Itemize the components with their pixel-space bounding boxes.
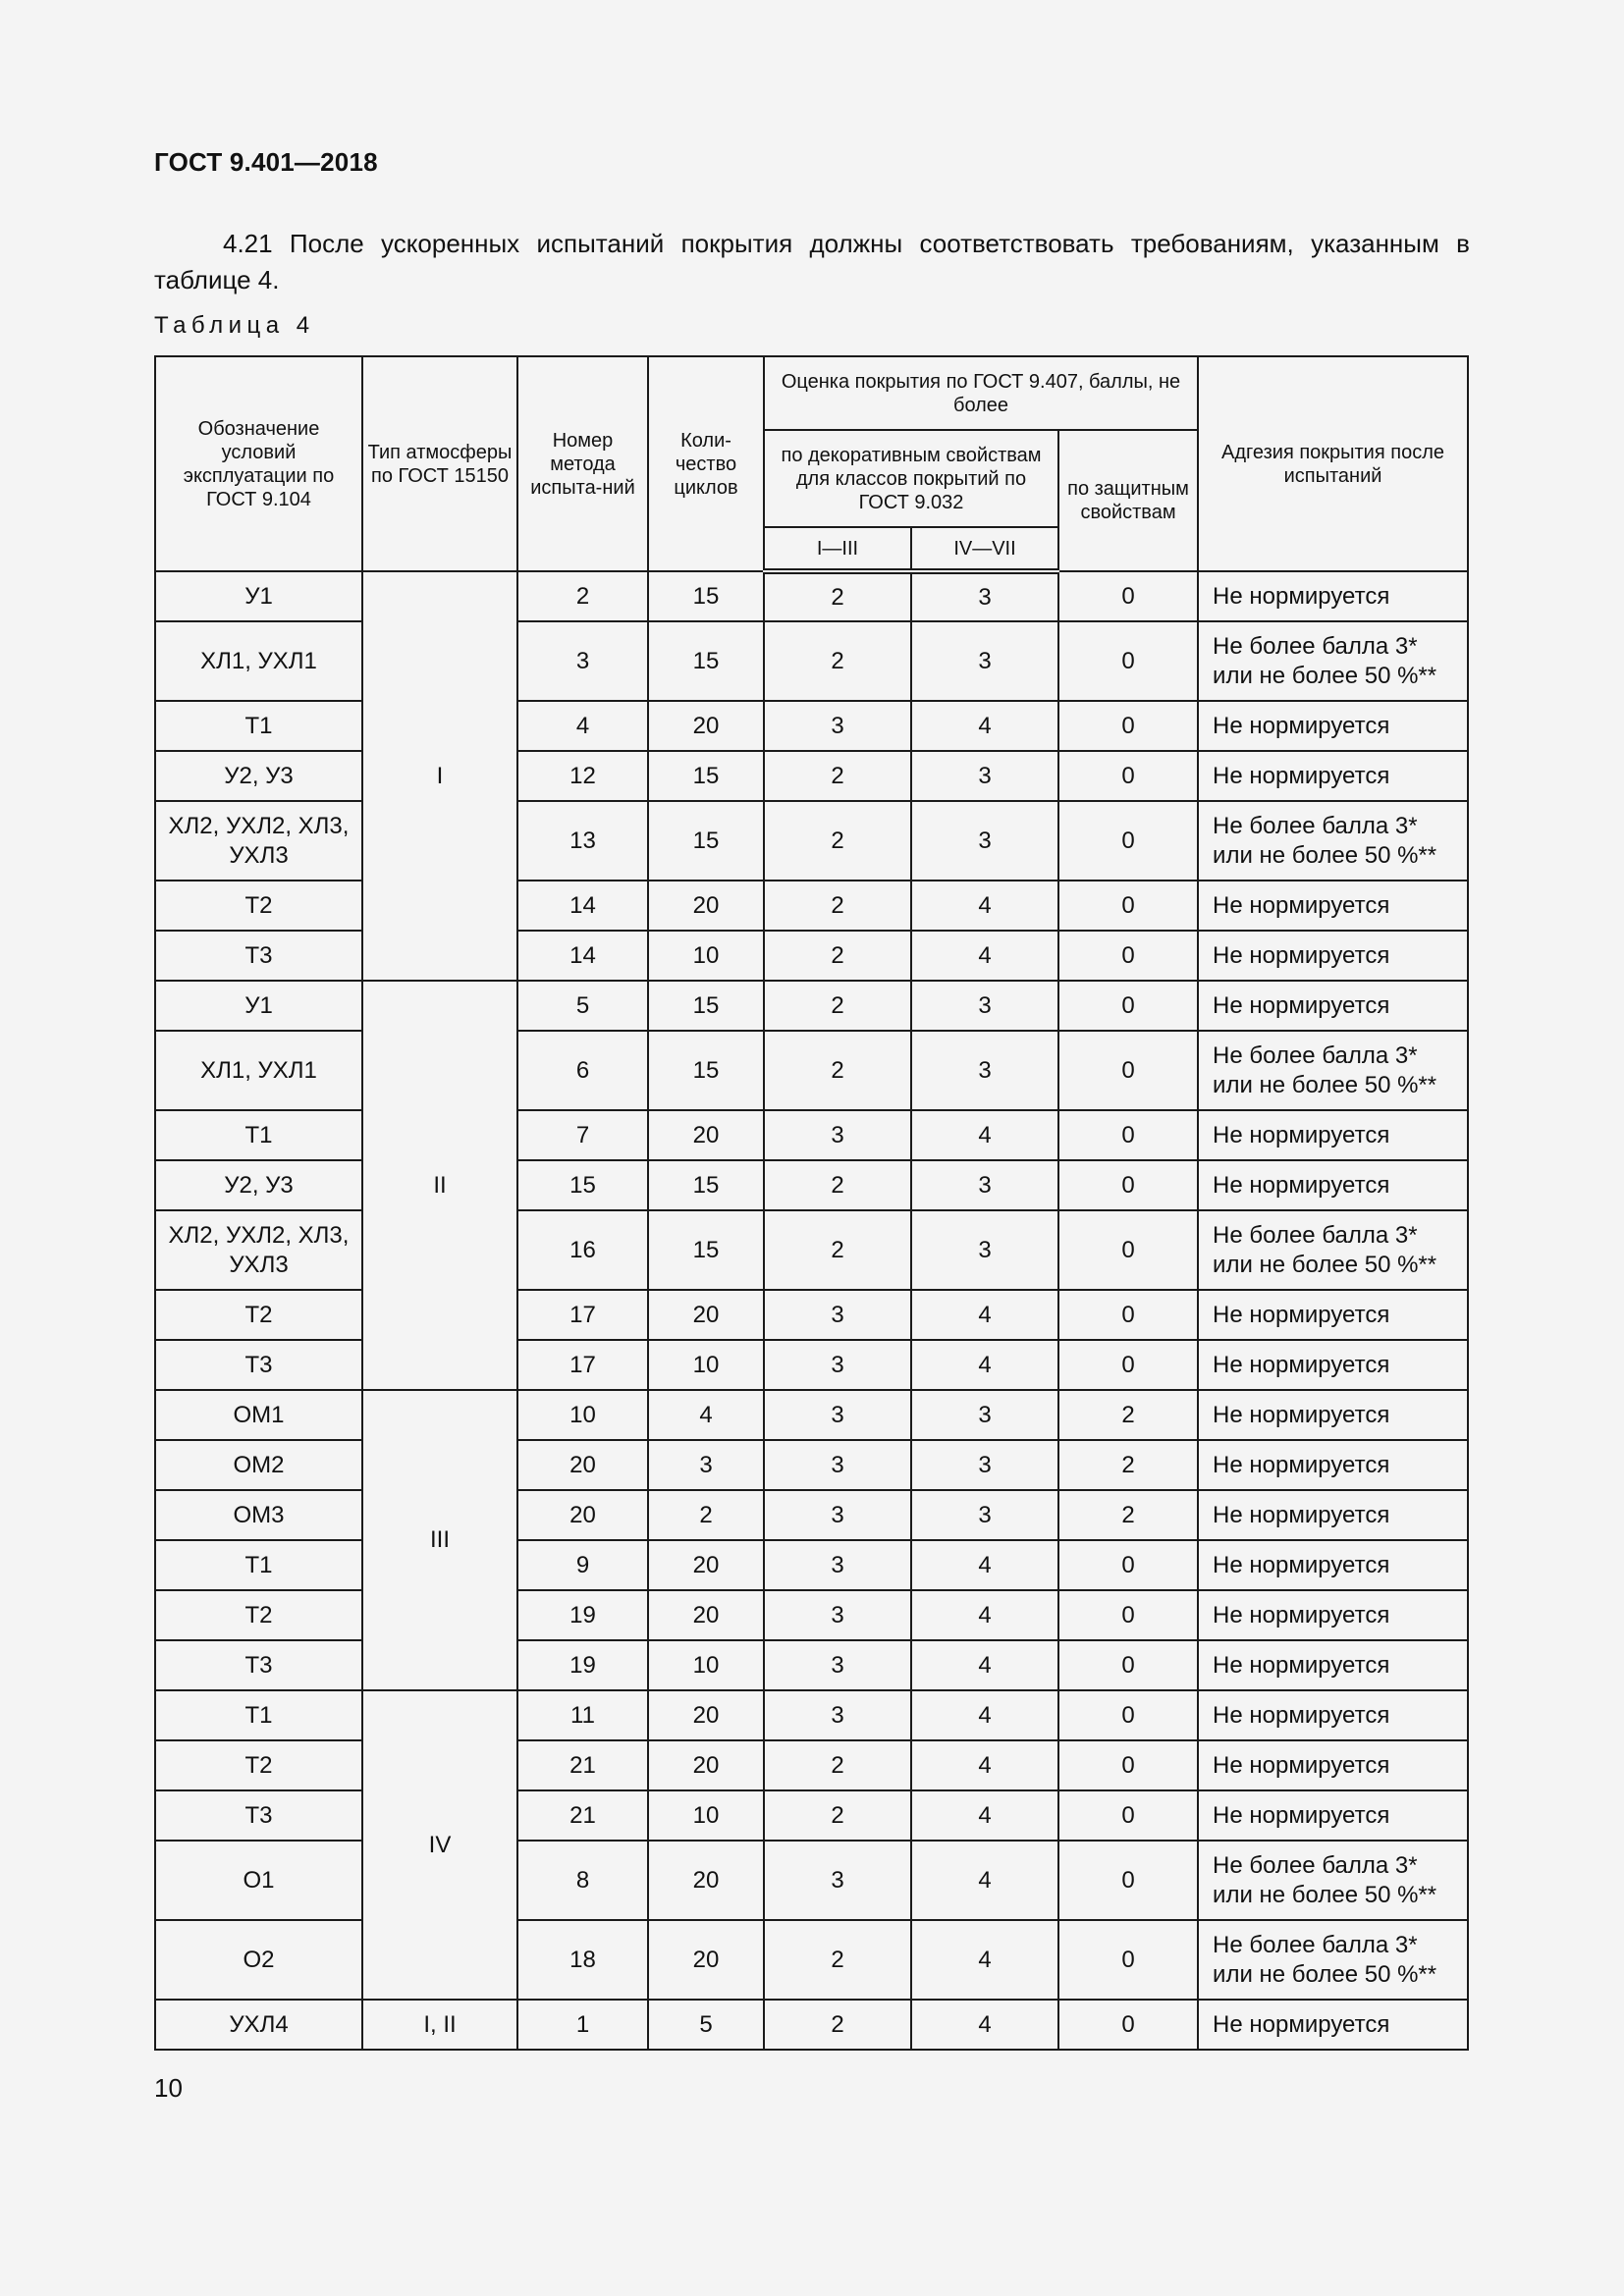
table-row xyxy=(155,571,1468,621)
cell-decorative-1-3: 3 xyxy=(764,1690,911,1740)
cell-adhesion: Не более балла 3* или не более 50 %** xyxy=(1198,1210,1468,1290)
cell-cycles: 20 xyxy=(648,881,764,931)
cell-conditions: Т3 xyxy=(155,1340,362,1390)
cell-conditions: Т2 xyxy=(155,1740,362,1790)
cell-decorative-4-7: 4 xyxy=(911,1640,1058,1690)
cell-decorative-4-7: 4 xyxy=(911,1790,1058,1841)
cell-protective: 0 xyxy=(1058,1110,1198,1160)
cell-adhesion: Не нормируется xyxy=(1198,1790,1468,1841)
cell-atmosphere: I, II xyxy=(362,2000,517,2050)
cell-adhesion: Не нормируется xyxy=(1198,931,1468,981)
cell-protective: 0 xyxy=(1058,981,1198,1031)
cell-decorative-4-7: 4 xyxy=(911,1920,1058,2000)
cell-adhesion: Не нормируется xyxy=(1198,1290,1468,1340)
cell-conditions: Т2 xyxy=(155,881,362,931)
cell-cycles: 15 xyxy=(648,571,764,621)
cell-adhesion: Не нормируется xyxy=(1198,1340,1468,1390)
cell-atmosphere: III xyxy=(362,1390,517,1690)
cell-conditions: ОМ2 xyxy=(155,1440,362,1490)
cell-adhesion: Не нормируется xyxy=(1198,571,1468,621)
cell-conditions: У1 xyxy=(155,981,362,1031)
cell-protective: 0 xyxy=(1058,1210,1198,1290)
table-row xyxy=(155,701,1468,751)
cell-decorative-1-3: 2 xyxy=(764,931,911,981)
cell-conditions: Т2 xyxy=(155,1290,362,1340)
cell-protective: 0 xyxy=(1058,1340,1198,1390)
cell-decorative-4-7: 4 xyxy=(911,1290,1058,1340)
cell-decorative-1-3: 3 xyxy=(764,1390,911,1440)
cell-cycles: 15 xyxy=(648,981,764,1031)
cell-conditions: У2, У3 xyxy=(155,1160,362,1210)
cell-atmosphere: IV xyxy=(362,1690,517,2000)
cell-cycles: 20 xyxy=(648,1590,764,1640)
cell-adhesion: Не нормируется xyxy=(1198,1590,1468,1640)
cell-method: 19 xyxy=(517,1590,648,1640)
cell-conditions: ХЛ1, УХЛ1 xyxy=(155,1031,362,1110)
cell-conditions: О2 xyxy=(155,1920,362,2000)
cell-cycles: 15 xyxy=(648,801,764,881)
cell-cycles: 2 xyxy=(648,1490,764,1540)
cell-decorative-1-3: 2 xyxy=(764,621,911,701)
cell-cycles: 20 xyxy=(648,701,764,751)
cell-method: 8 xyxy=(517,1841,648,1920)
cell-decorative-1-3: 2 xyxy=(764,751,911,801)
cell-conditions: ОМ3 xyxy=(155,1490,362,1540)
header-classes-4-7: IV—VII xyxy=(911,527,1058,571)
cell-decorative-4-7: 3 xyxy=(911,1210,1058,1290)
cell-method: 14 xyxy=(517,881,648,931)
cell-method: 9 xyxy=(517,1540,648,1590)
cell-decorative-4-7: 3 xyxy=(911,621,1058,701)
cell-conditions: ХЛ2, УХЛ2, ХЛ3, УХЛ3 xyxy=(155,801,362,881)
cell-cycles: 10 xyxy=(648,931,764,981)
header-adhesion: Адгезия покрытия после испытаний xyxy=(1198,356,1468,571)
cell-decorative-1-3: 3 xyxy=(764,1640,911,1690)
cell-adhesion: Не более балла 3* или не более 50 %** xyxy=(1198,801,1468,881)
cell-conditions: У2, У3 xyxy=(155,751,362,801)
cell-decorative-1-3: 3 xyxy=(764,1490,911,1540)
cell-decorative-1-3: 2 xyxy=(764,1790,911,1841)
cell-method: 20 xyxy=(517,1440,648,1490)
cell-conditions: Т3 xyxy=(155,1640,362,1690)
cell-decorative-1-3: 2 xyxy=(764,1920,911,2000)
cell-adhesion: Не более балла 3* или не более 50 %** xyxy=(1198,1841,1468,1920)
cell-adhesion: Не нормируется xyxy=(1198,981,1468,1031)
cell-conditions: ОМ1 xyxy=(155,1390,362,1440)
document-code: ГОСТ 9.401—2018 xyxy=(154,147,378,177)
cell-cycles: 4 xyxy=(648,1390,764,1440)
cell-cycles: 20 xyxy=(648,1110,764,1160)
cell-method: 5 xyxy=(517,981,648,1031)
cell-adhesion: Не нормируется xyxy=(1198,1640,1468,1690)
header-conditions: Обозначение условий эксплуатации по ГОСТ 9.104 xyxy=(155,356,362,571)
cell-protective: 0 xyxy=(1058,1841,1198,1920)
cell-cycles: 15 xyxy=(648,751,764,801)
header-classes-1-3: I—III xyxy=(764,527,911,571)
cell-protective: 0 xyxy=(1058,1031,1198,1110)
cell-decorative-4-7: 4 xyxy=(911,1110,1058,1160)
cell-decorative-1-3: 2 xyxy=(764,571,911,621)
table-row xyxy=(155,1031,1468,1110)
cell-atmosphere: I xyxy=(362,571,517,981)
page-number: 10 xyxy=(154,2073,183,2103)
cell-cycles: 15 xyxy=(648,621,764,701)
cell-protective: 2 xyxy=(1058,1490,1198,1540)
cell-conditions: УХЛ4 xyxy=(155,2000,362,2050)
header-decorative: по декоративным свойствам для классов покрытий по ГОСТ 9.032 xyxy=(764,430,1058,527)
cell-adhesion: Не нормируется xyxy=(1198,1740,1468,1790)
table-row xyxy=(155,1290,1468,1340)
cell-decorative-1-3: 2 xyxy=(764,801,911,881)
cell-decorative-4-7: 4 xyxy=(911,1540,1058,1590)
cell-decorative-4-7: 4 xyxy=(911,2000,1058,2050)
header-method: Номер метода испыта-ний xyxy=(517,356,648,571)
cell-method: 10 xyxy=(517,1390,648,1440)
cell-decorative-1-3: 2 xyxy=(764,881,911,931)
table-row xyxy=(155,1920,1468,2000)
header-assessment: Оценка покрытия по ГОСТ 9.407, баллы, не более xyxy=(764,356,1198,430)
intro-paragraph: 4.21 После ускоренных испытаний покрытия должны соответствовать требованиям, указанным в таблице 4. xyxy=(154,229,1470,294)
cell-decorative-1-3: 3 xyxy=(764,1841,911,1920)
cell-decorative-1-3: 2 xyxy=(764,1740,911,1790)
cell-cycles: 20 xyxy=(648,1690,764,1740)
cell-conditions: Т3 xyxy=(155,1790,362,1841)
cell-protective: 0 xyxy=(1058,701,1198,751)
cell-decorative-1-3: 2 xyxy=(764,1031,911,1110)
cell-method: 4 xyxy=(517,701,648,751)
cell-decorative-4-7: 4 xyxy=(911,1340,1058,1390)
cell-method: 3 xyxy=(517,621,648,701)
table-row xyxy=(155,621,1468,701)
header-atmosphere: Тип атмосферы по ГОСТ 15150 xyxy=(362,356,517,571)
cell-protective: 0 xyxy=(1058,801,1198,881)
cell-adhesion: Не нормируется xyxy=(1198,1490,1468,1540)
cell-decorative-4-7: 3 xyxy=(911,571,1058,621)
table-row xyxy=(155,1440,1468,1490)
cell-method: 18 xyxy=(517,1920,648,2000)
cell-cycles: 20 xyxy=(648,1841,764,1920)
cell-protective: 0 xyxy=(1058,571,1198,621)
cell-conditions: ХЛ2, УХЛ2, ХЛ3, УХЛ3 xyxy=(155,1210,362,1290)
table-row xyxy=(155,1841,1468,1920)
cell-cycles: 20 xyxy=(648,1540,764,1590)
cell-protective: 2 xyxy=(1058,1390,1198,1440)
cell-decorative-1-3: 3 xyxy=(764,1540,911,1590)
cell-method: 15 xyxy=(517,1160,648,1210)
cell-decorative-1-3: 2 xyxy=(764,981,911,1031)
table-caption: Таблица 4 xyxy=(154,312,315,339)
cell-decorative-4-7: 3 xyxy=(911,751,1058,801)
header-protective: по защитным свойствам xyxy=(1058,430,1198,571)
cell-conditions: Т3 xyxy=(155,931,362,981)
cell-cycles: 15 xyxy=(648,1031,764,1110)
cell-decorative-1-3: 3 xyxy=(764,701,911,751)
cell-method: 21 xyxy=(517,1790,648,1841)
cell-conditions: Т2 xyxy=(155,1590,362,1640)
cell-decorative-1-3: 3 xyxy=(764,1440,911,1490)
cell-decorative-4-7: 4 xyxy=(911,1590,1058,1640)
cell-adhesion: Не нормируется xyxy=(1198,1110,1468,1160)
table-row xyxy=(155,1740,1468,1790)
cell-decorative-4-7: 4 xyxy=(911,931,1058,981)
table-row xyxy=(155,1590,1468,1640)
table-row xyxy=(155,1540,1468,1590)
table-row xyxy=(155,751,1468,801)
cell-protective: 0 xyxy=(1058,751,1198,801)
cell-decorative-4-7: 3 xyxy=(911,1490,1058,1540)
cell-conditions: ХЛ1, УХЛ1 xyxy=(155,621,362,701)
cell-method: 11 xyxy=(517,1690,648,1740)
cell-decorative-1-3: 3 xyxy=(764,1340,911,1390)
cell-conditions: Т1 xyxy=(155,1110,362,1160)
table-row xyxy=(155,1390,1468,1440)
table-row xyxy=(155,1640,1468,1690)
cell-protective: 0 xyxy=(1058,2000,1198,2050)
coating-requirements-table xyxy=(154,355,1469,2051)
table-body xyxy=(155,571,1468,2050)
cell-decorative-4-7: 3 xyxy=(911,1031,1058,1110)
cell-method: 17 xyxy=(517,1340,648,1390)
cell-cycles: 15 xyxy=(648,1210,764,1290)
cell-decorative-4-7: 4 xyxy=(911,1690,1058,1740)
cell-protective: 0 xyxy=(1058,1290,1198,1340)
cell-method: 1 xyxy=(517,2000,648,2050)
cell-cycles: 20 xyxy=(648,1740,764,1790)
cell-adhesion: Не нормируется xyxy=(1198,1690,1468,1740)
cell-protective: 0 xyxy=(1058,1640,1198,1690)
cell-cycles: 20 xyxy=(648,1290,764,1340)
cell-adhesion: Не нормируется xyxy=(1198,1540,1468,1590)
cell-adhesion: Не более балла 3* или не более 50 %** xyxy=(1198,621,1468,701)
cell-decorative-4-7: 3 xyxy=(911,1390,1058,1440)
cell-method: 16 xyxy=(517,1210,648,1290)
cell-adhesion: Не нормируется xyxy=(1198,2000,1468,2050)
cell-method: 6 xyxy=(517,1031,648,1110)
cell-protective: 2 xyxy=(1058,1440,1198,1490)
table-row xyxy=(155,2000,1468,2050)
cell-cycles: 5 xyxy=(648,2000,764,2050)
cell-cycles: 3 xyxy=(648,1440,764,1490)
cell-decorative-1-3: 3 xyxy=(764,1110,911,1160)
cell-conditions: Т1 xyxy=(155,1690,362,1740)
cell-adhesion: Не нормируется xyxy=(1198,881,1468,931)
table-row xyxy=(155,1210,1468,1290)
cell-protective: 0 xyxy=(1058,1790,1198,1841)
table-row xyxy=(155,881,1468,931)
cell-cycles: 20 xyxy=(648,1920,764,2000)
cell-cycles: 10 xyxy=(648,1340,764,1390)
cell-adhesion: Не нормируется xyxy=(1198,1160,1468,1210)
cell-cycles: 10 xyxy=(648,1790,764,1841)
cell-protective: 0 xyxy=(1058,1920,1198,2000)
cell-adhesion: Не более балла 3* или не более 50 %** xyxy=(1198,1920,1468,2000)
cell-decorative-4-7: 4 xyxy=(911,881,1058,931)
cell-decorative-4-7: 3 xyxy=(911,1440,1058,1490)
header-cycles: Коли-чество циклов xyxy=(648,356,764,571)
cell-protective: 0 xyxy=(1058,931,1198,981)
cell-method: 21 xyxy=(517,1740,648,1790)
cell-decorative-4-7: 4 xyxy=(911,1841,1058,1920)
cell-protective: 0 xyxy=(1058,1690,1198,1740)
table-row xyxy=(155,1340,1468,1390)
table-row xyxy=(155,981,1468,1031)
cell-cycles: 10 xyxy=(648,1640,764,1690)
cell-method: 17 xyxy=(517,1290,648,1340)
cell-method: 12 xyxy=(517,751,648,801)
cell-adhesion: Не более балла 3* или не более 50 %** xyxy=(1198,1031,1468,1110)
cell-method: 20 xyxy=(517,1490,648,1540)
table-row xyxy=(155,1690,1468,1740)
cell-decorative-1-3: 3 xyxy=(764,1590,911,1640)
cell-decorative-4-7: 3 xyxy=(911,1160,1058,1210)
table-header xyxy=(155,356,1468,571)
cell-conditions: Т1 xyxy=(155,701,362,751)
cell-decorative-4-7: 3 xyxy=(911,801,1058,881)
cell-adhesion: Не нормируется xyxy=(1198,1390,1468,1440)
cell-decorative-1-3: 3 xyxy=(764,1290,911,1340)
table-row xyxy=(155,1110,1468,1160)
cell-decorative-4-7: 3 xyxy=(911,981,1058,1031)
cell-protective: 0 xyxy=(1058,1160,1198,1210)
cell-protective: 0 xyxy=(1058,621,1198,701)
cell-atmosphere: II xyxy=(362,981,517,1390)
table-row xyxy=(155,1490,1468,1540)
cell-method: 14 xyxy=(517,931,648,981)
cell-cycles: 15 xyxy=(648,1160,764,1210)
cell-adhesion: Не нормируется xyxy=(1198,1440,1468,1490)
cell-protective: 0 xyxy=(1058,1740,1198,1790)
cell-protective: 0 xyxy=(1058,881,1198,931)
cell-decorative-1-3: 2 xyxy=(764,2000,911,2050)
cell-conditions: Т1 xyxy=(155,1540,362,1590)
cell-protective: 0 xyxy=(1058,1540,1198,1590)
table-row xyxy=(155,1790,1468,1841)
cell-conditions: У1 xyxy=(155,571,362,621)
cell-decorative-1-3: 2 xyxy=(764,1210,911,1290)
cell-method: 13 xyxy=(517,801,648,881)
cell-method: 2 xyxy=(517,571,648,621)
table-row xyxy=(155,931,1468,981)
cell-conditions: О1 xyxy=(155,1841,362,1920)
table-row xyxy=(155,1160,1468,1210)
cell-adhesion: Не нормируется xyxy=(1198,701,1468,751)
cell-protective: 0 xyxy=(1058,1590,1198,1640)
cell-decorative-1-3: 2 xyxy=(764,1160,911,1210)
cell-decorative-4-7: 4 xyxy=(911,701,1058,751)
cell-method: 19 xyxy=(517,1640,648,1690)
cell-decorative-4-7: 4 xyxy=(911,1740,1058,1790)
cell-method: 7 xyxy=(517,1110,648,1160)
cell-adhesion: Не нормируется xyxy=(1198,751,1468,801)
table-row xyxy=(155,801,1468,881)
